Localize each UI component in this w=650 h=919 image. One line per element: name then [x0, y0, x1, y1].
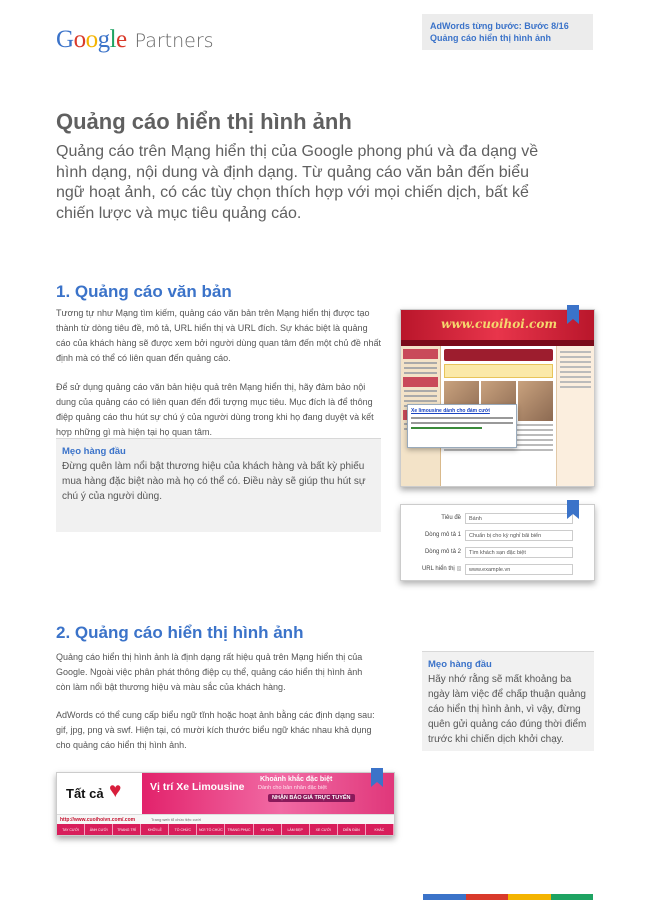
- tip-box-text-ads: [56, 438, 381, 532]
- section1-para1: Tương tự như Mạng tìm kiếm, quảng cáo văn bản trên Mạng hiển thị được tạo thành từ dòng tiêu đề, mô tả, URL hiển thị và URL đích. Sự khác biệt là quảng cáo của khách hàng sẽ được xem bởi người dùng quan tâm đến một chủ đề nhất định mà có thể có liên quan đến quảng cáo.: [56, 308, 381, 363]
- bookmark-icon: [567, 305, 579, 319]
- banner-nav-item[interactable]: TRANG TRÍ: [113, 824, 141, 836]
- form-row-headline: [407, 510, 588, 526]
- banner-url-row: [57, 814, 394, 824]
- display-url-field[interactable]: www.example.vn: [465, 564, 573, 575]
- google-logo-text: Google: [56, 26, 127, 53]
- banner-nav-item[interactable]: TRANG PHỤC: [225, 824, 253, 836]
- banner-ad-example: [56, 772, 395, 836]
- banner-nav-item[interactable]: ẢNH CƯỚI: [85, 824, 113, 836]
- intro-paragraph: Quảng cáo trên Mạng hiển thị của Google phong phú và đa dạng về hình dạng, nội dung và định dạng. Từ quảng cáo văn bản đến biểu ngữ hoạt ảnh, có các tùy chọn thích hợp với mọi chiến dịch, bất kể chiến lược và mục tiêu quảng cáo.: [56, 143, 539, 222]
- section1-para2: Để sử dụng quảng cáo văn bản hiệu quả trên Mạng hiển thị, hãy đảm bảo nội dung của quảng cáo có liên quan đến đối tượng mục tiêu. Mục đích là để thông điệp quảng cáo thu hút sự chú ý của người dùng trong khi họ đang duyệt và kết hợp những gì mà hiện tại họ quan tâm.: [56, 382, 374, 437]
- text-ad-highlight: [407, 404, 517, 448]
- banner-khoanh-khac: Khoảnh khắc đặc biệt: [260, 776, 333, 783]
- banner-sub: Dành cho bản nhân đặc biệt: [258, 785, 327, 791]
- section2-para2: AdWords có thể cung cấp biểu ngữ tĩnh hoặc hoạt ảnh bằng các định dạng sau: gif, jpg, png và swf. Hiện tại, có mười kích thước biểu ngữ khác nhau khả dụng cho quảng cáo hiển thị hình ảnh.: [56, 710, 375, 750]
- color-bar-green: [551, 894, 594, 900]
- banner-nav-item[interactable]: XE HOA: [254, 824, 282, 836]
- color-bar-blue: [423, 894, 466, 900]
- banner-nav-item[interactable]: LÀM ĐẸP: [282, 824, 310, 836]
- banner-nav-item[interactable]: TỔ CHỨC: [169, 824, 197, 836]
- tip-body: Hãy nhớ rằng sẽ mất khoảng ba ngày làm việc để chấp thuận quảng cáo hiển thị hình ảnh, vì vậy, đừng quên gửi quảng cáo đúng thời điểm trước khi chiến dịch khởi chạy.: [428, 674, 587, 745]
- text-ad-form: [400, 504, 595, 581]
- banner-url[interactable]: http://www.cuoihoivn.com/.com: [60, 816, 136, 823]
- tip-box-display-ads: [422, 651, 594, 751]
- step-label: AdWords từng bước: Bước 8/16: [430, 21, 569, 31]
- form-row-desc2: [407, 544, 588, 560]
- page-title: Quảng cáo hiển thị hình ảnh: [56, 109, 352, 134]
- description1-field[interactable]: Chuẩn bị cho kỳ nghỉ bãi biển: [465, 530, 573, 541]
- tip-body: Đừng quên làm nổi bật thương hiệu của khách hàng và bất kỳ phiếu mua hàng đặc biệt nào mà họ có thể có. Điều này sẽ giúp thu hút sự chú ý của người dùng.: [62, 461, 366, 502]
- tip-title: Mẹo hàng đầu: [428, 659, 492, 670]
- banner-logo-area: [57, 773, 142, 814]
- form-label: Dòng mô tả 2: [424, 549, 461, 555]
- banner-nav-item[interactable]: DIỄN ĐÀN: [338, 824, 366, 836]
- color-bar-yellow: [508, 894, 551, 900]
- site-right-column: [556, 346, 594, 487]
- banner-nav-item[interactable]: KHÁC: [366, 824, 394, 836]
- banner-tatca: Tất cả: [66, 786, 104, 801]
- headline-field[interactable]: Bánh: [465, 513, 573, 524]
- banner-nav-item[interactable]: KHỞI LỄ: [141, 824, 169, 836]
- description2-field[interactable]: Tìm khách sạn đặc biệt: [465, 547, 573, 558]
- tip-title: Mẹo hàng đầu: [62, 446, 126, 457]
- banner-nav: [57, 824, 394, 836]
- banner-quote-button[interactable]: NHẬN BÁO GIÁ TRỰC TUYẾN: [268, 794, 355, 802]
- google-color-bar: [423, 894, 593, 900]
- text-ad-heading: Xe limousine dành cho đám cưới: [411, 408, 490, 414]
- banner-pink-panel: [142, 773, 394, 814]
- banner-nav-item[interactable]: XE CƯỚI: [310, 824, 338, 836]
- banner-url-text: Trang web tổ chức tiệc cưới: [151, 817, 201, 822]
- section2-heading: 2. Quảng cáo hiển thị hình ảnh: [56, 623, 304, 642]
- section1-heading: 1. Quảng cáo văn bản: [56, 282, 232, 301]
- step-topic: Quảng cáo hiển thị hình ảnh: [430, 33, 551, 43]
- site-banner: [401, 310, 594, 340]
- form-label: Dòng mô tả 1: [424, 532, 461, 538]
- heart-icon: ♥: [109, 779, 122, 802]
- help-icon[interactable]: ?: [457, 566, 460, 571]
- form-row-url: [407, 561, 588, 577]
- color-bar-red: [466, 894, 509, 900]
- bookmark-icon: [371, 768, 383, 782]
- banner-nav-item[interactable]: NƠI TỔ CHỨC: [197, 824, 225, 836]
- form-label: URL hiển thị ?: [421, 566, 460, 572]
- form-row-desc1: [407, 527, 588, 543]
- form-label: Tiêu đề: [441, 515, 461, 521]
- site-banner-text: www.cuoihoi.com: [441, 317, 558, 331]
- banner-nav-item[interactable]: TAY CƯỚI: [57, 824, 85, 836]
- bookmark-icon: [567, 500, 579, 514]
- google-partners-logo: [56, 26, 214, 54]
- section2-para1: Quảng cáo hiển thị hình ảnh là định dạng rất hiệu quả trên Mạng hiển thị của Google. Ngoài việc phân phát thông điệp cụ thể, quảng cáo hiển thị hình ảnh còn làm nổi bật thương hiệu và màu sắc của khách hàng.: [56, 652, 363, 692]
- partners-logo-text: Partners: [134, 30, 214, 52]
- website-screenshot: [400, 309, 595, 487]
- banner-vitri: Vị trí Xe Limousine: [150, 781, 245, 793]
- step-indicator: [422, 14, 593, 50]
